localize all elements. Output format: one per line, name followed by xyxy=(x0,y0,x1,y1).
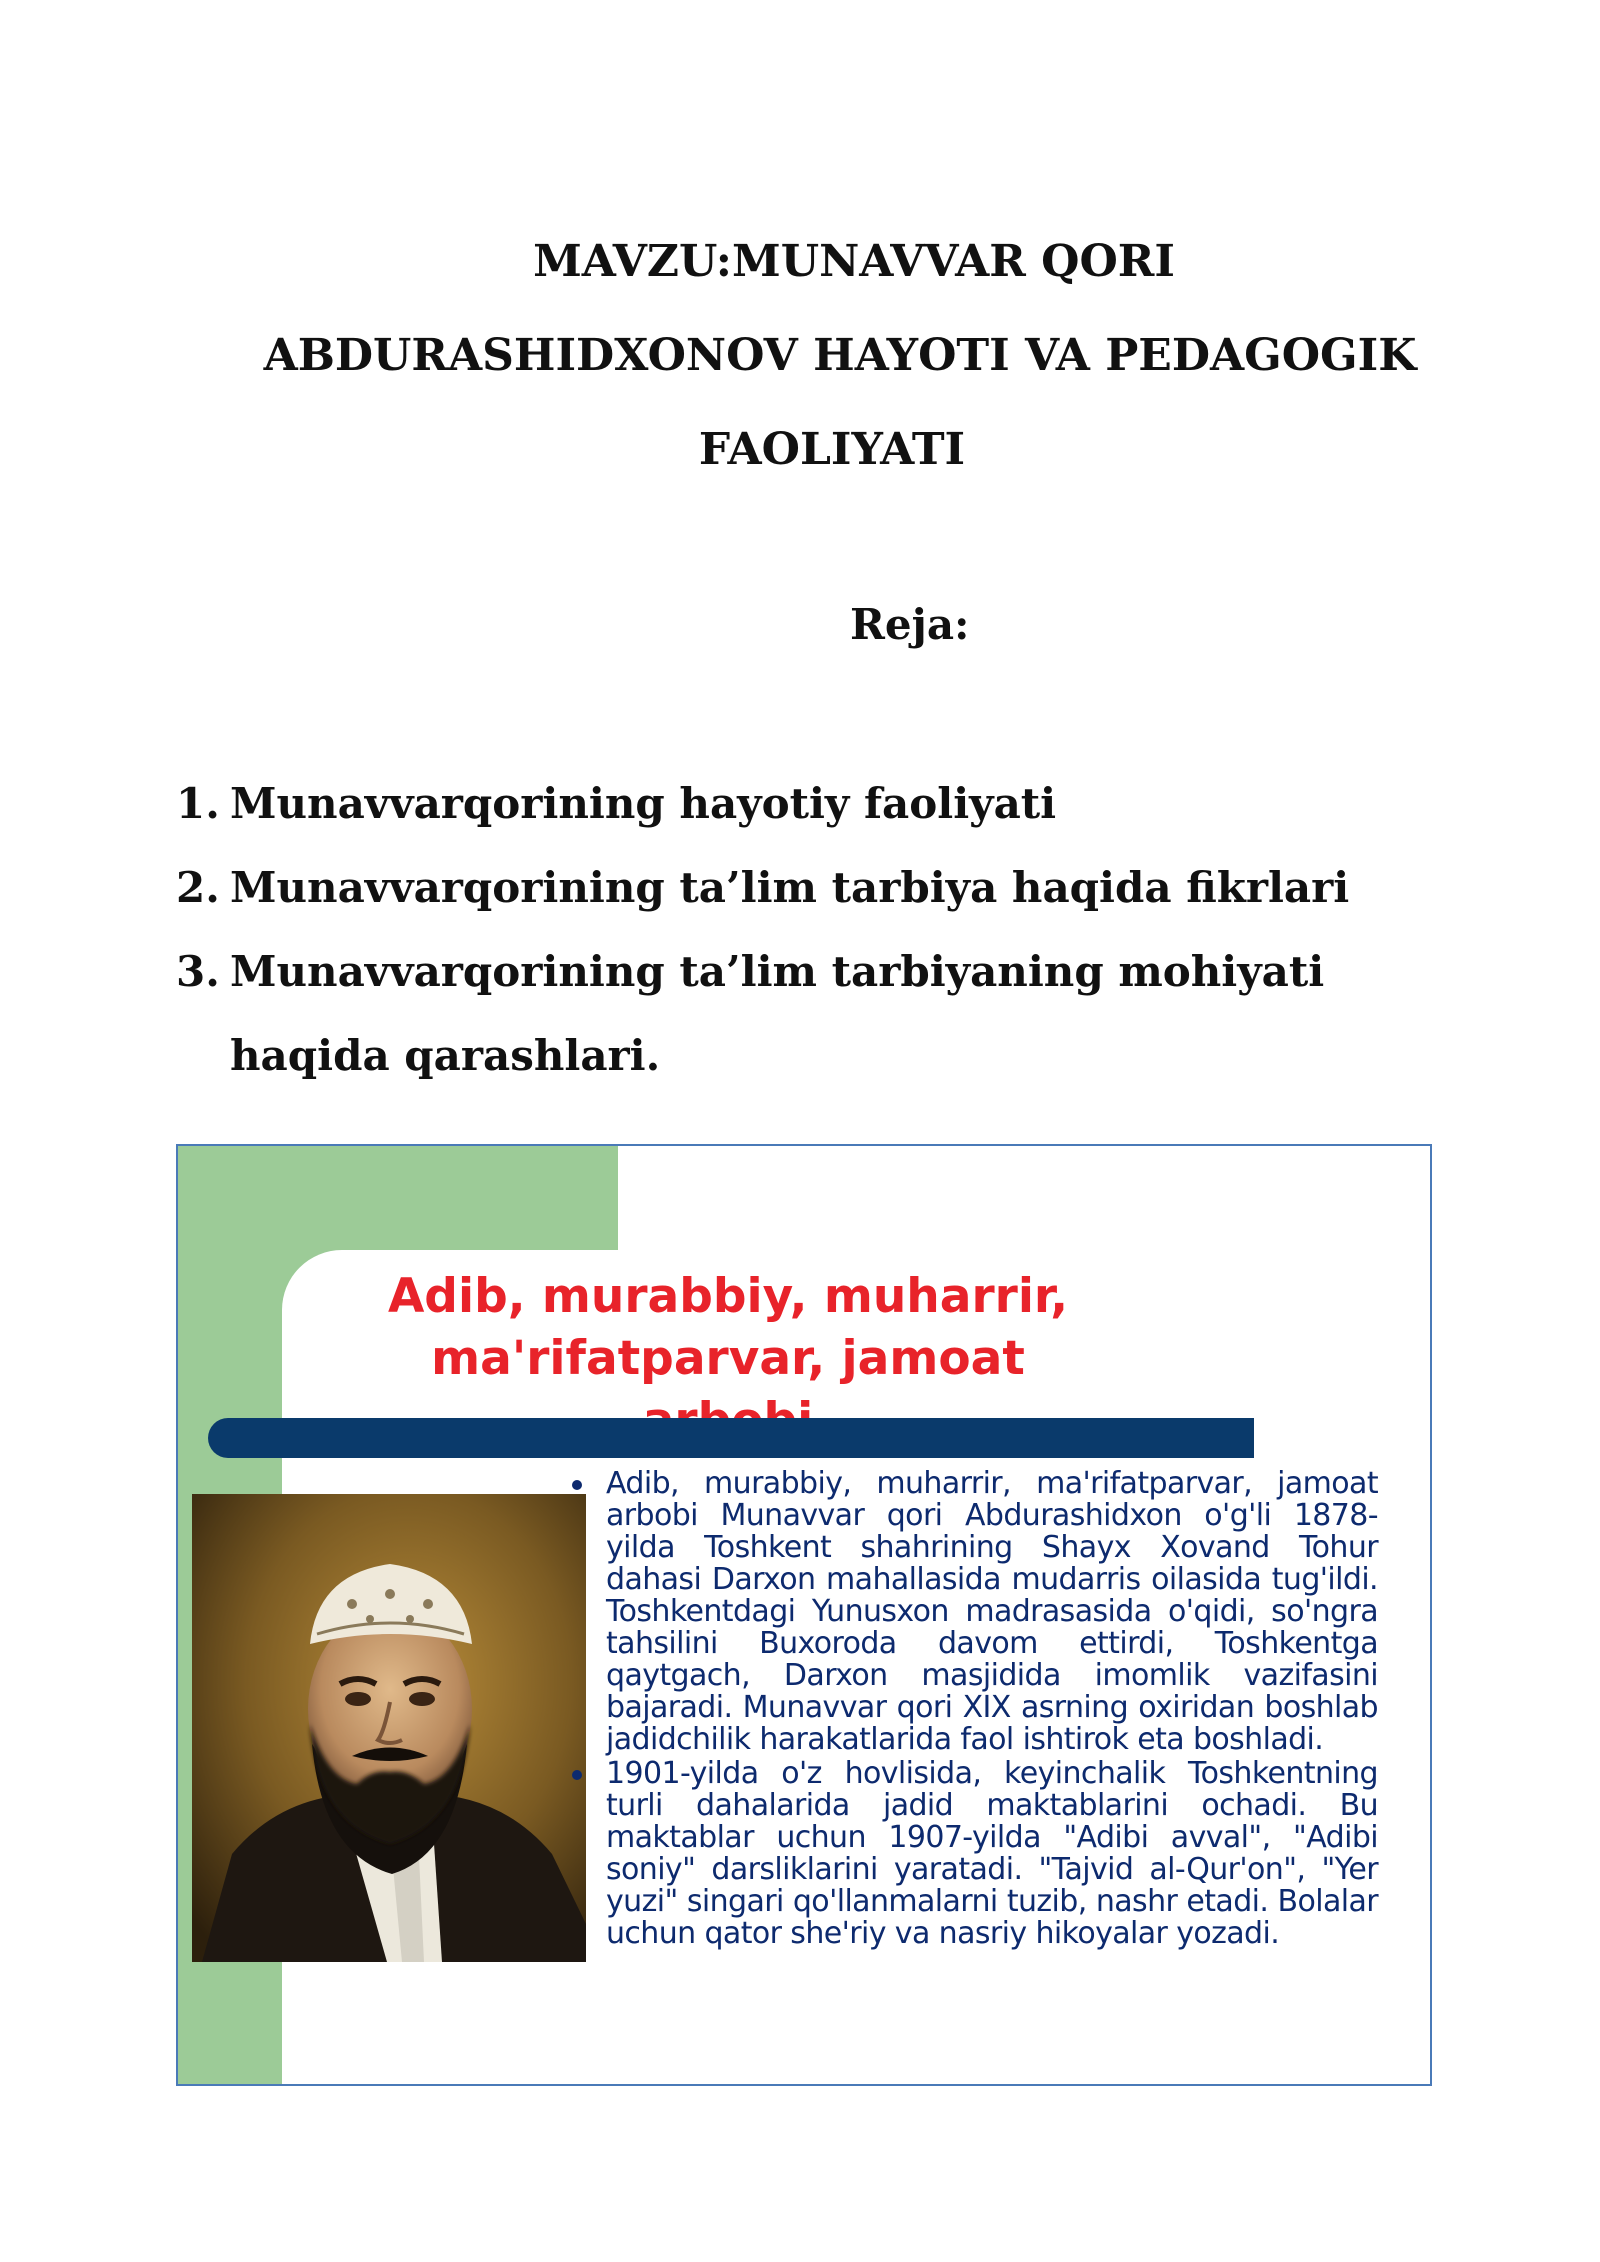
plan-item xyxy=(176,930,1436,1098)
slide-title: Adib, murabbiy, muharrir, ma'rifatparvar, jamoat xyxy=(387,1269,1069,1386)
plan-item-text: Munavvarqorining ta’lim tarbiya haqida fikrlari xyxy=(230,863,1350,912)
slide-bullet-list xyxy=(572,1468,1378,1952)
plan-heading: Reja: xyxy=(850,600,970,649)
plan-item xyxy=(176,762,1436,846)
slide-title-bar xyxy=(208,1418,1254,1458)
plan-item-text: Munavvarqorining ta’lim tarbiyaning mohiyati haqida qarashlari. xyxy=(230,947,1325,1080)
plan-item-text: Munavvarqorining hayotiy faoliyati xyxy=(230,779,1057,828)
plan-list xyxy=(176,762,1436,1098)
document-title-line-2: ABDURASHIDXONOV HAYOTI VA PEDAGOGIK xyxy=(263,330,1417,381)
portrait-image xyxy=(192,1494,586,1962)
plan-item-number: 3. xyxy=(176,947,220,996)
plan-item-number: 2. xyxy=(176,863,220,912)
plan-item xyxy=(176,846,1436,930)
document-title-line-3: FAOLIYATI xyxy=(698,424,966,475)
plan-item-number: 1. xyxy=(176,779,220,828)
slide-bullet: 1901-yilda o'z hovlisida, keyinchalik Toshkentning turli dahalarida jadid maktablarini ochadi. Bu maktablar uchun 1907-yilda "Adibi avval", "Adibi soniy" darsliklarini yaratadi. "Tajvid al-Qur'on", "Yer yuzi" singari qo'llanmalarni tuzib, nashr etadi. Bolalar uchun qator she'riy va nasriy hikoyalar yozadi. xyxy=(572,1758,1378,1950)
document-title-line-1: MAVZU:MUNAVVAR QORI xyxy=(533,236,1175,287)
embedded-slide-image xyxy=(176,1144,1432,2086)
slide-bullet: Adib, murabbiy, muharrir, ma'rifatparvar, jamoat arbobi Munavvar qori Abdurashidxon o'g'li 1878-yilda Toshkent shahrining Shayx Xovand Tohur dahasi Darxon mahallasida mudarris oilasida tug'ildi. Toshkentdagi Yunusxon madrasasida o'qidi, so'ngra tahsilini Buxoroda davom ettirdi, Toshkentga qaytgach, Darxon masjidida imomlik vazifasini bajaradi. Munavvar qori XIX asrning oxiridan boshlab jadidchilik harakatlarida faol ishtirok eta boshladi. xyxy=(572,1468,1378,1756)
